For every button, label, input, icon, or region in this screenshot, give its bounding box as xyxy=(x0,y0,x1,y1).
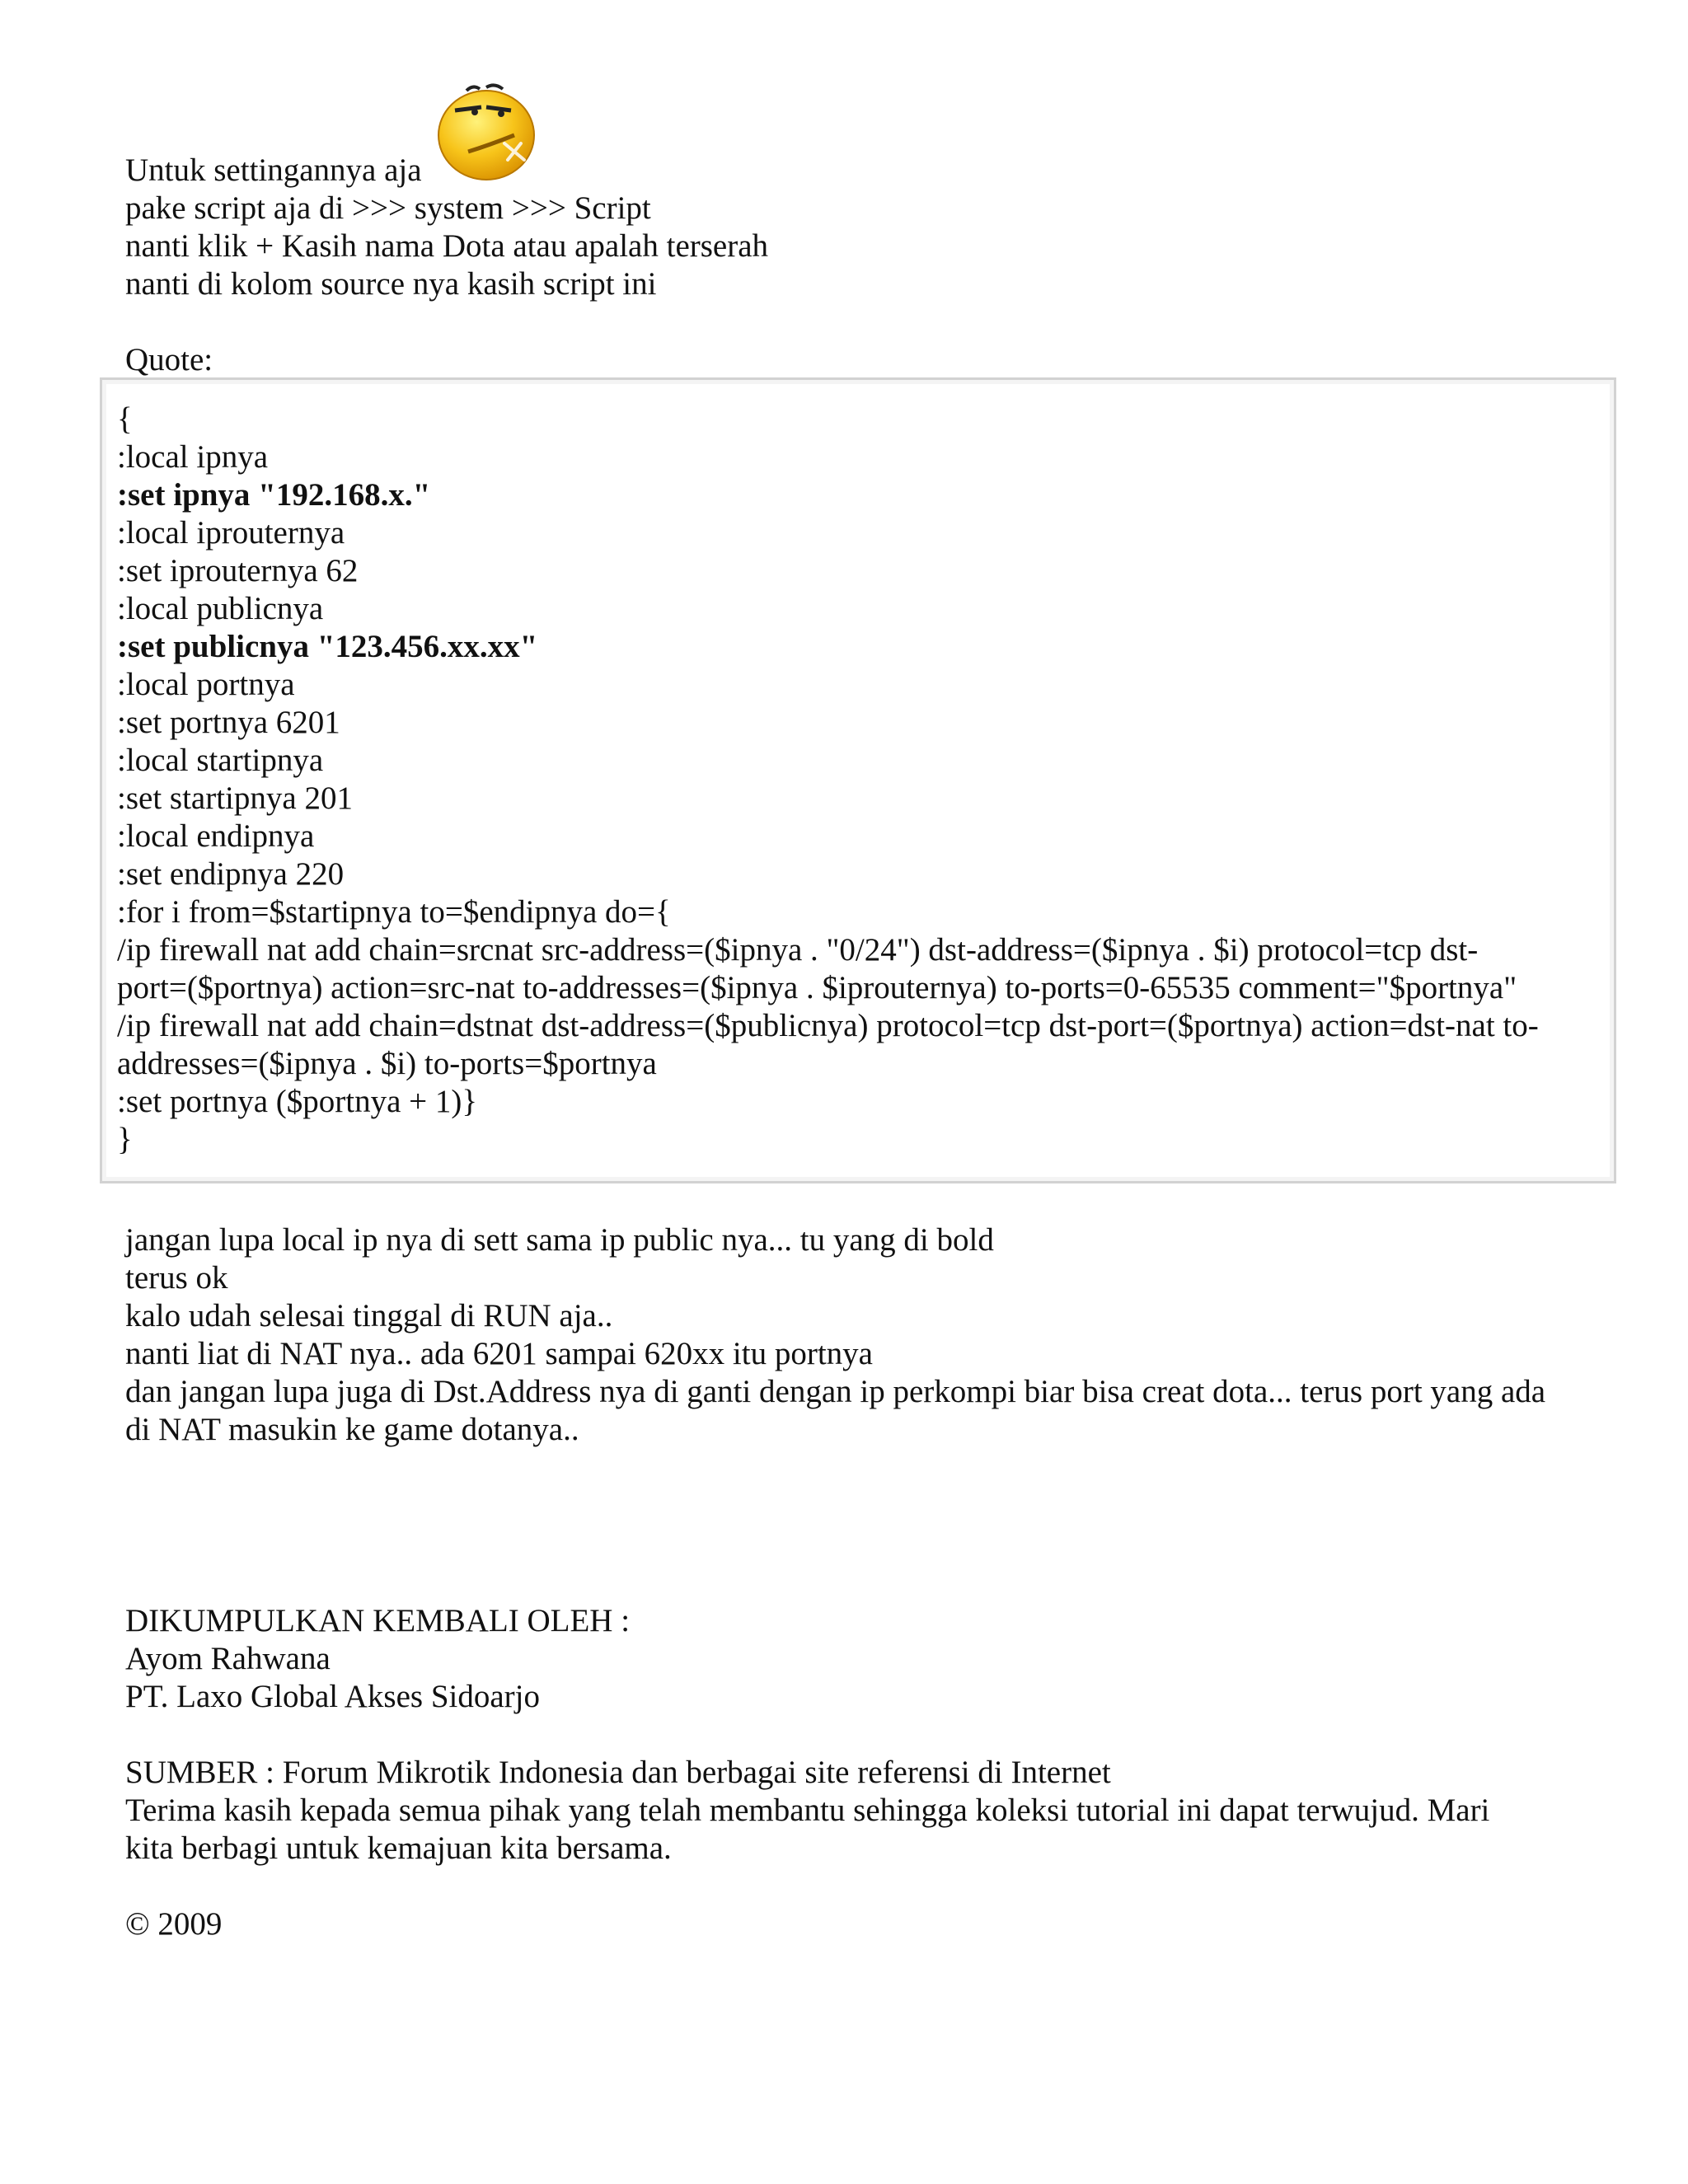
script-line: :set endipnya 220 xyxy=(117,856,345,892)
script-line-bold: :set ipnya "192.168.x." xyxy=(117,477,431,513)
script-line: :set startipnya 201 xyxy=(117,780,353,816)
script-line: :local publicnya xyxy=(117,591,324,626)
script-line: /ip firewall nat add chain=dstnat dst-address=($publicnya) protocol=tcp dst-port=($portnya) action=dst-nat to- xyxy=(117,1008,1539,1043)
script-line: :set iprouternya 62 xyxy=(117,553,359,588)
instruction-line-5: dan jangan lupa juga di Dst.Address nya di ganti dengan ip perkompi biar bisa creat dota... terus port yang ada xyxy=(125,1374,1546,1409)
script-line: :set portnya ($portnya + 1)} xyxy=(117,1084,478,1119)
instruction-line-1: jangan lupa local ip nya di sett sama ip public nya... tu yang di bold xyxy=(125,1222,994,1258)
script-line: port=($portnya) action=src-nat to-addresses=($ipnya . $iprouternya) to-ports=0-65535 comment="$portnya" xyxy=(117,970,1517,1005)
credits-author: Ayom Rahwana xyxy=(125,1641,331,1676)
script-line: :for i from=$startipnya to=$endipnya do={ xyxy=(117,894,671,930)
script-line: :local portnya xyxy=(117,667,295,702)
credits-company: PT. Laxo Global Akses Sidoarjo xyxy=(125,1679,540,1714)
credits-heading: DIKUMPULKAN KEMBALI OLEH : xyxy=(125,1603,631,1638)
source-line-1: SUMBER : Forum Mikrotik Indonesia dan berbagai site referensi di Internet xyxy=(125,1755,1111,1790)
script-line: /ip firewall nat add chain=srcnat src-address=($ipnya . "0/24") dst-address=($ipnya . $i) protocol=tcp dst- xyxy=(117,932,1479,968)
script-line: :local iprouternya xyxy=(117,515,345,551)
script-line-bold: :set publicnya "123.456.xx.xx" xyxy=(117,629,538,664)
copyright: © 2009 xyxy=(125,1906,223,1942)
intro-line-4: nanti di kolom source nya kasih script ini xyxy=(125,266,657,302)
instruction-line-6: di NAT masukin ke game dotanya.. xyxy=(125,1412,579,1447)
quote-label: Quote: xyxy=(125,342,213,377)
intro-line-3: nanti klik + Kasih nama Dota atau apalah terserah xyxy=(125,228,769,264)
intro-line-1: Untuk settingannya aja xyxy=(125,152,422,188)
source-line-3: kita berbagi untuk kemajuan kita bersama. xyxy=(125,1830,672,1866)
script-line: addresses=($ipnya . $i) to-ports=$portnya xyxy=(117,1046,657,1081)
source-line-2: Terima kasih kepada semua pihak yang telah membantu sehingga koleksi tutorial ini dapat terwujud. Mari xyxy=(125,1793,1490,1828)
instruction-line-4: nanti liat di NAT nya.. ada 6201 sampai 620xx itu portnya xyxy=(125,1336,873,1371)
instruction-line-3: kalo udah selesai tinggal di RUN aja.. xyxy=(125,1298,613,1333)
script-line: :local ipnya xyxy=(117,439,269,475)
instruction-line-2: terus ok xyxy=(125,1260,228,1296)
script-line: { xyxy=(117,401,133,437)
script-line: :set portnya 6201 xyxy=(117,705,340,740)
script-line: } xyxy=(117,1122,133,1157)
intro-line-2: pake script aja di >>> system >>> Script xyxy=(125,190,651,226)
thinking-smiley-icon xyxy=(435,74,537,181)
script-line: :local startipnya xyxy=(117,743,324,778)
script-line: :local endipnya xyxy=(117,818,315,854)
